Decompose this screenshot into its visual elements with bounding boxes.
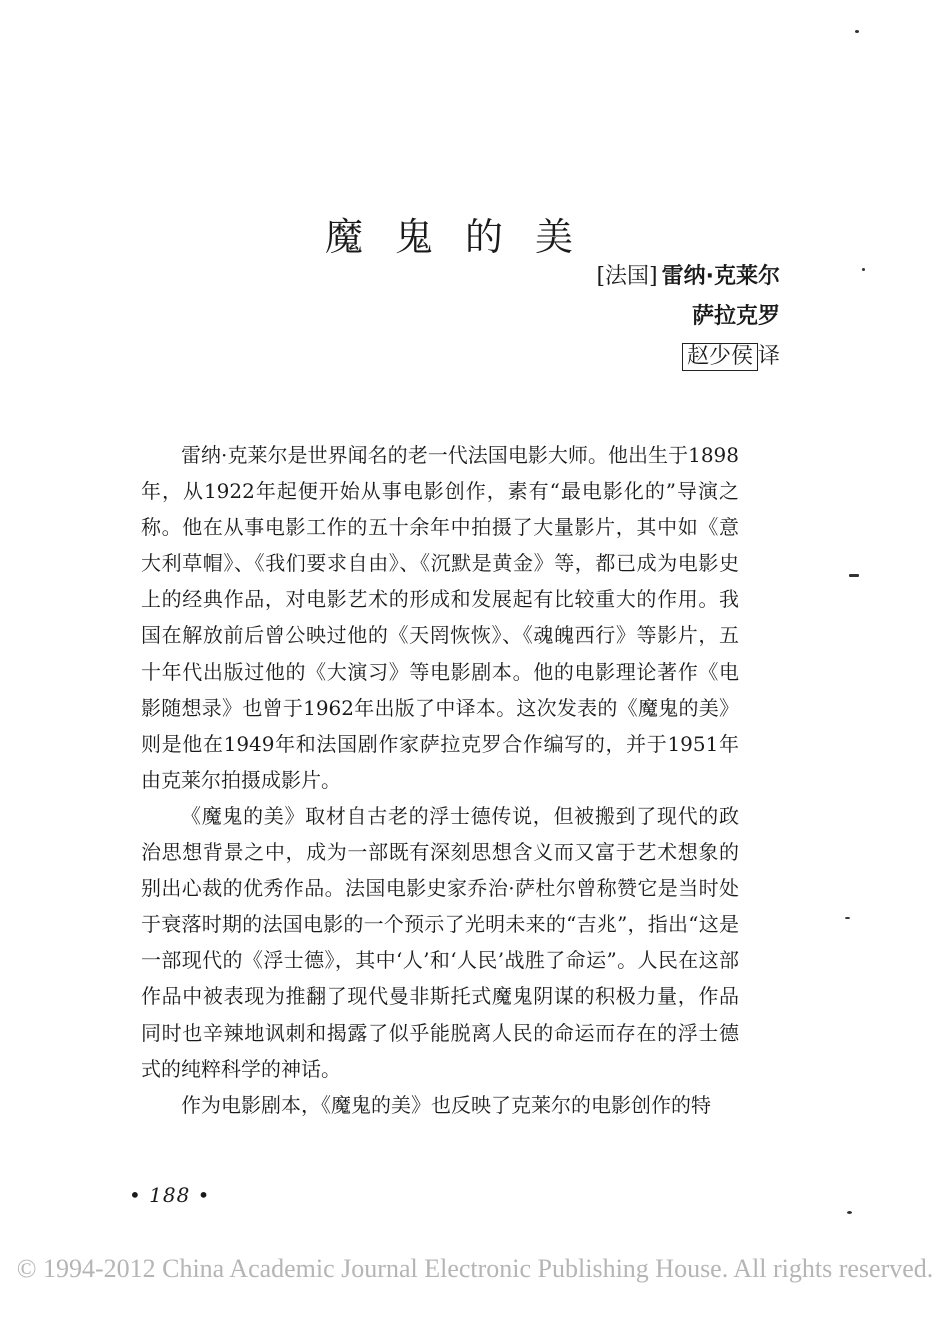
scan-speck <box>849 574 859 577</box>
scan-speck <box>862 268 865 271</box>
paragraph-3: 作为电影剧本，《魔鬼的美》也反映了克莱尔的电影创作的特 <box>181 1092 711 1117</box>
scan-speck <box>855 30 859 33</box>
article-body <box>141 437 739 1123</box>
translator-suffix: 译 <box>757 344 780 369</box>
byline-author-2 <box>692 302 780 332</box>
translator-name: 赵少侯 <box>682 343 758 371</box>
paragraph-2: 《魔鬼的美》取材自古老的浮士德传说，但被搬到了现代的政治思想背景之中，成为一部既有深刻思想含义而又富于艺术想象的别出心裁的优秀作品。法国电影史家乔治·萨杜尔曾称赞它是当时处于衰落时期的法国电影的一个预示了光明未来的“吉兆”，指出“这是一部现代的《浮士德》，其中‘人’和‘人民’战胜了命运”。人民在这部作品中被表现为推翻了现代曼非斯托式魔鬼阴谋的积极力量，作品同时也辛辣地讽刺和揭露了似乎能脱离人民的命运而存在的浮士德式的纯粹科学的神话。 <box>141 803 739 1081</box>
byline-translator <box>682 342 780 372</box>
page-number: • 188 • <box>129 1183 211 1207</box>
byline-author-1 <box>596 262 780 292</box>
scan-speck <box>845 917 850 919</box>
paragraph-1: 雷纳·克莱尔是世界闻名的老一代法国电影大师。他出生于1898年，从1922年起便开始从事电影创作，素有“最电影化的”导演之称。他在从事电影工作的五十余年中拍摄了大量影片，其中如《意大利草帽》、《我们要求自由》、《沉默是黄金》等，都已成为电影史上的经典作品，对电影艺术的形成和发展起有比较重大的作用。我国在解放前后曾公映过他的《天罔恢恢》、《魂魄西行》等影片，五十年代出版过他的《大演习》等电影剧本。他的电影理论著作《电影随想录》也曾于1962年出版了中译本。这次发表的《魔鬼的美》则是他在1949年和法国剧作家萨拉克罗合作编写的，并于1951年由克莱尔拍摄成影片。 <box>141 443 739 792</box>
scan-speck <box>847 1211 852 1214</box>
author-name-2: 萨拉克罗 <box>691 304 780 329</box>
author-name-1: 雷纳·克莱尔 <box>661 264 780 289</box>
author-nationality: [法国] <box>596 264 658 289</box>
article-title: 魔鬼的美 <box>324 215 605 260</box>
copyright-footer: © 1994-2012 China Academic Journal Electronic Publishing House. All rights reserved. <box>16 1254 934 1283</box>
